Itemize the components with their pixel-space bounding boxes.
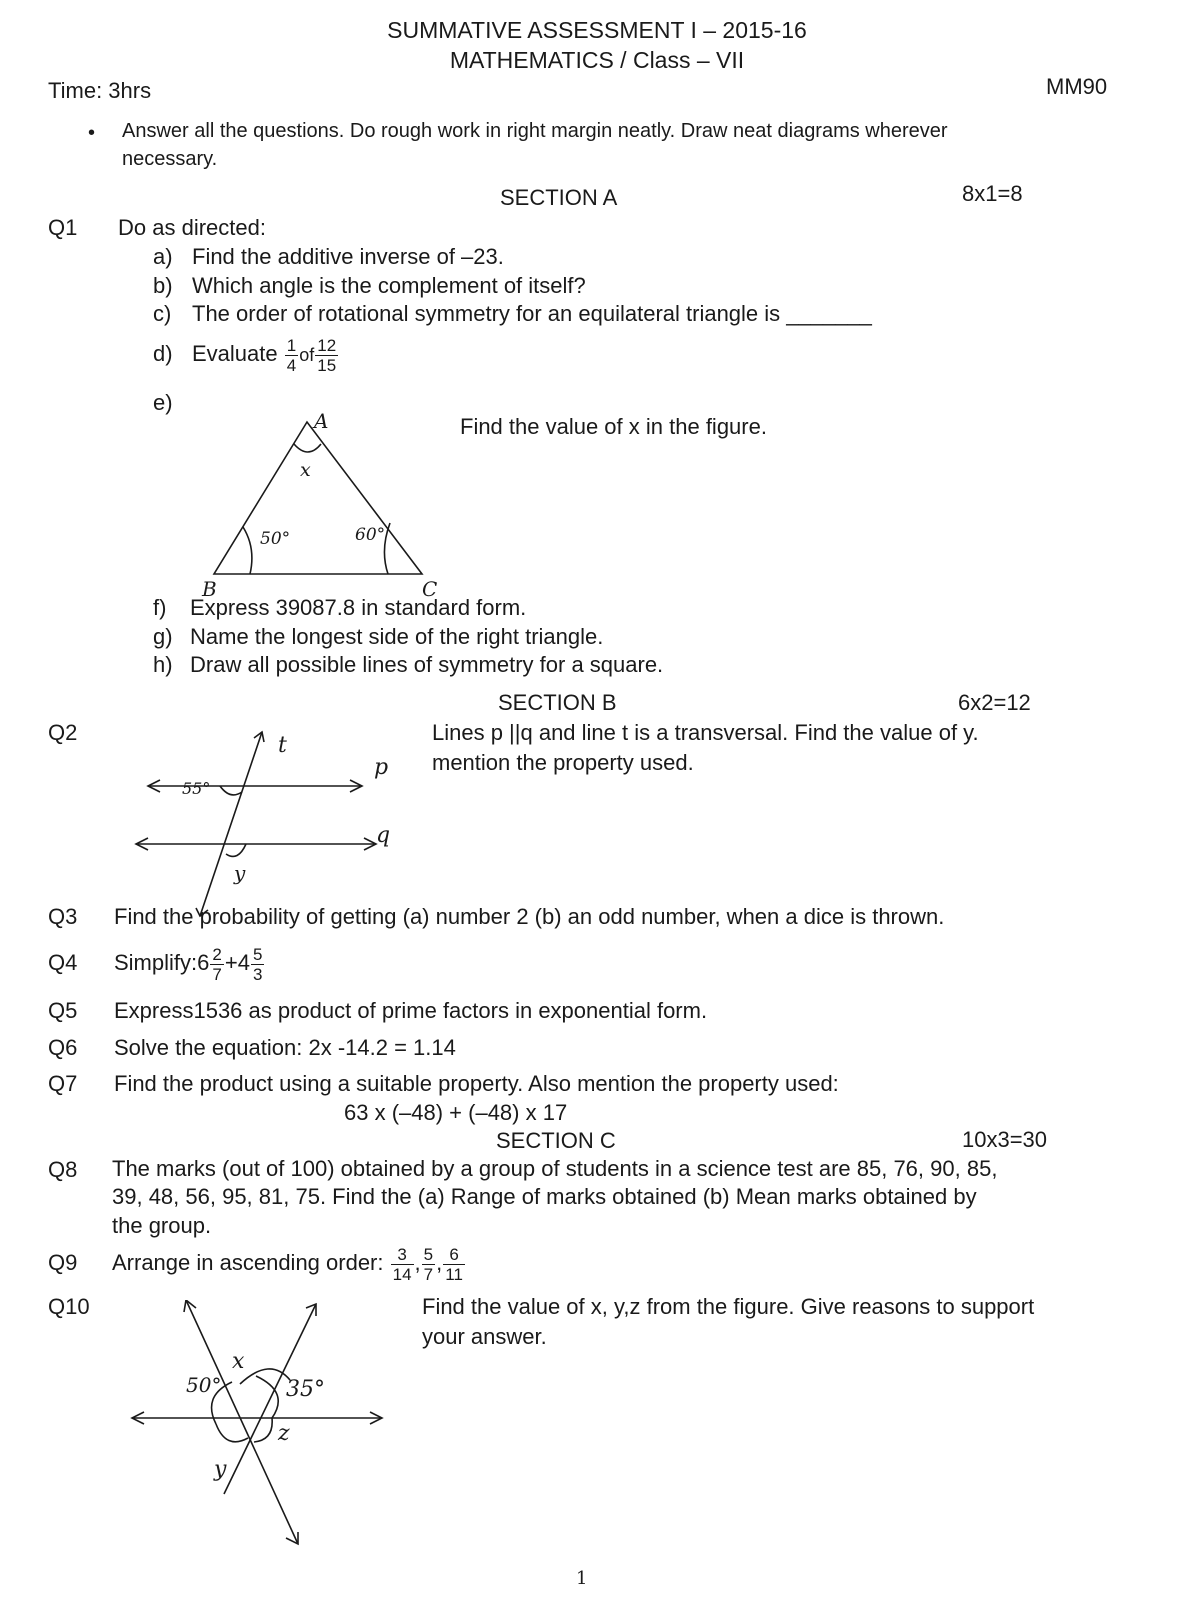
section-a-marks: 8x1=8 <box>962 181 1023 206</box>
label-x: x <box>232 1349 245 1374</box>
fraction-3-14 <box>391 1245 414 1284</box>
angle-b-label: 50° <box>260 529 291 549</box>
label-z: z <box>278 1421 290 1446</box>
transversal-arrows <box>196 732 264 916</box>
fraction-denominator: 7 <box>212 964 222 984</box>
q1b-text: Which angle is the complement of itself? <box>192 273 586 298</box>
angle-arc-y <box>216 1424 248 1442</box>
time-allowed: Time: 3hrs <box>48 78 152 103</box>
q10-line1: Find the value of x, y,z from the figure. Give reasons to support <box>422 1294 1035 1319</box>
angle-arc-b <box>243 527 252 574</box>
angle-x-label: x <box>300 459 311 481</box>
q1b-label: b) <box>153 273 173 298</box>
parallel-lines-figure <box>130 730 420 920</box>
section-b-marks: 6x2=12 <box>958 690 1031 715</box>
q1g-text: Name the longest side of the right triangle. <box>190 624 604 649</box>
q1d-label: d) <box>153 341 173 366</box>
q3-text: Find the probability of getting (a) number 2 (b) an odd number, when a dice is thrown. <box>114 904 945 929</box>
q1h-text: Draw all possible lines of symmetry for a square. <box>190 652 664 677</box>
max-marks: MM90 <box>1046 74 1108 99</box>
fraction-denominator: 7 <box>423 1264 434 1284</box>
section-c-title: SECTION C <box>496 1128 616 1153</box>
subject-title: MATHEMATICS / Class – VII <box>449 47 745 73</box>
q1-number: Q1 <box>48 215 78 240</box>
angle-arc-55 <box>220 786 242 795</box>
triangle-outline <box>214 422 422 574</box>
label-50: 50° <box>186 1373 222 1397</box>
q1f-label: f) <box>153 595 167 620</box>
of-word: of <box>299 345 315 365</box>
q4-number: Q4 <box>48 950 78 975</box>
fraction-denominator: 4 <box>286 355 297 375</box>
q10-line2: your answer. <box>422 1324 547 1349</box>
fraction-1-4 <box>285 336 298 375</box>
q1e-text: Find the value of x in the figure. <box>460 414 767 439</box>
q6-text: Solve the equation: 2x -14.2 = 1.14 <box>114 1035 456 1060</box>
q1e-label: e) <box>153 390 173 415</box>
q8-line2: 39, 48, 56, 95, 81, 75. Find the (a) Range of marks obtained (b) Mean marks obtained by <box>112 1184 977 1209</box>
section-a-title: SECTION A <box>500 185 618 210</box>
q1c-label: c) <box>153 301 172 326</box>
q7-line2: 63 x (–48) + (–48) x 17 <box>344 1100 568 1125</box>
angle-arc-z <box>254 1418 272 1442</box>
fraction-5-3 <box>251 945 264 984</box>
fraction-5-7 <box>422 1245 435 1284</box>
fraction-numerator: 3 <box>391 1245 414 1265</box>
instruction-line1: Answer all the questions. Do rough work in right margin neatly. Draw neat diagrams wherever <box>122 120 948 142</box>
angle-c-label: 60° <box>355 525 386 545</box>
fraction-denominator: 3 <box>252 964 263 984</box>
angle-arc-35 <box>256 1376 278 1418</box>
fraction-12-15 <box>315 336 338 375</box>
q1d-expression <box>192 331 339 378</box>
fraction-6-11 <box>443 1245 465 1284</box>
q1a-label: a) <box>153 244 173 269</box>
q1f-text: Express 39087.8 in standard form. <box>190 595 527 620</box>
fraction-numerator: 5 <box>423 1244 434 1264</box>
q1g-label: g) <box>153 624 173 649</box>
q5-text: Express1536 as product of prime factors in exponential form. <box>114 998 708 1023</box>
fraction-denominator: 11 <box>445 1264 463 1284</box>
transversal-t <box>200 732 262 916</box>
section-c-marks: 10x3=30 <box>962 1127 1048 1152</box>
fraction-numerator: 6 <box>443 1245 465 1265</box>
q6-number: Q6 <box>48 1035 78 1060</box>
label-p: p <box>374 755 389 780</box>
exam-title: SUMMATIVE ASSESSMENT I – 2015-16 <box>387 17 807 43</box>
q8-line1: The marks (out of 100) obtained by a group of students in a science test are 85, 76, 90, 85, <box>112 1156 998 1181</box>
q1c-text: The order of rotational symmetry for an equilateral triangle is _______ <box>192 301 872 326</box>
fraction-denominator: 15 <box>317 355 337 375</box>
page-number: 1 <box>576 1568 588 1589</box>
q1d-text: Evaluate <box>192 341 278 366</box>
label-q: q <box>376 823 391 848</box>
fraction-2-7 <box>210 945 223 984</box>
label-t: t <box>278 733 287 758</box>
fraction-numerator: 12 <box>317 335 337 355</box>
q8-number: Q8 <box>48 1157 78 1182</box>
q7-number: Q7 <box>48 1071 78 1096</box>
q2-line2: mention the property used. <box>432 750 694 775</box>
label-y: y <box>234 861 246 885</box>
q10-number: Q10 <box>48 1294 90 1319</box>
bullet: • <box>88 122 96 144</box>
fraction-denominator: 14 <box>392 1264 412 1284</box>
mixed-whole-1: 6 <box>197 950 210 975</box>
fraction-numerator: 2 <box>212 944 222 964</box>
q4-expression <box>114 940 265 986</box>
q8-line3: the group. <box>112 1213 212 1238</box>
q5-number: Q5 <box>48 998 78 1023</box>
instruction-line2: necessary. <box>122 148 218 170</box>
q9-number: Q9 <box>48 1250 78 1275</box>
angle-arc-y <box>226 844 246 856</box>
q9-expression: Arrange in ascending order: $\frac{3}{14}$ , $\frac{5}{7}$ , $\frac{6}{11}$ <box>112 1244 463 1284</box>
label-35: 35° <box>286 1377 325 1402</box>
fraction-numerator: 1 <box>286 335 297 355</box>
q4-text: Simplify: <box>114 950 198 975</box>
label-y: y <box>214 1457 227 1482</box>
plus-sign: + <box>224 950 238 975</box>
q3-number: Q3 <box>48 904 78 929</box>
vertex-c-label: C <box>422 577 438 600</box>
intersecting-lines-figure <box>120 1300 410 1590</box>
section-b-title: SECTION B <box>498 690 617 715</box>
mixed-whole-2: 4 <box>237 950 250 975</box>
vertex-b-label: B <box>202 577 217 600</box>
q7-line1: Find the product using a suitable property. Also mention the property used: <box>114 1071 839 1096</box>
q1-text: Do as directed: <box>118 215 266 240</box>
q9-text: Arrange in ascending order: <box>112 1250 384 1275</box>
label-55: 55° <box>182 779 211 798</box>
vertex-a-label: A <box>314 410 329 433</box>
q2-number: Q2 <box>48 720 78 745</box>
q1a-text: Find the additive inverse of –23. <box>192 244 504 269</box>
fraction-numerator: 5 <box>252 944 263 964</box>
triangle-figure <box>200 410 440 600</box>
q2-line1: Lines p ||q and line t is a transversal. Find the value of y. <box>432 720 979 745</box>
q1h-label: h) <box>153 652 173 677</box>
angle-arc-a <box>294 444 321 452</box>
